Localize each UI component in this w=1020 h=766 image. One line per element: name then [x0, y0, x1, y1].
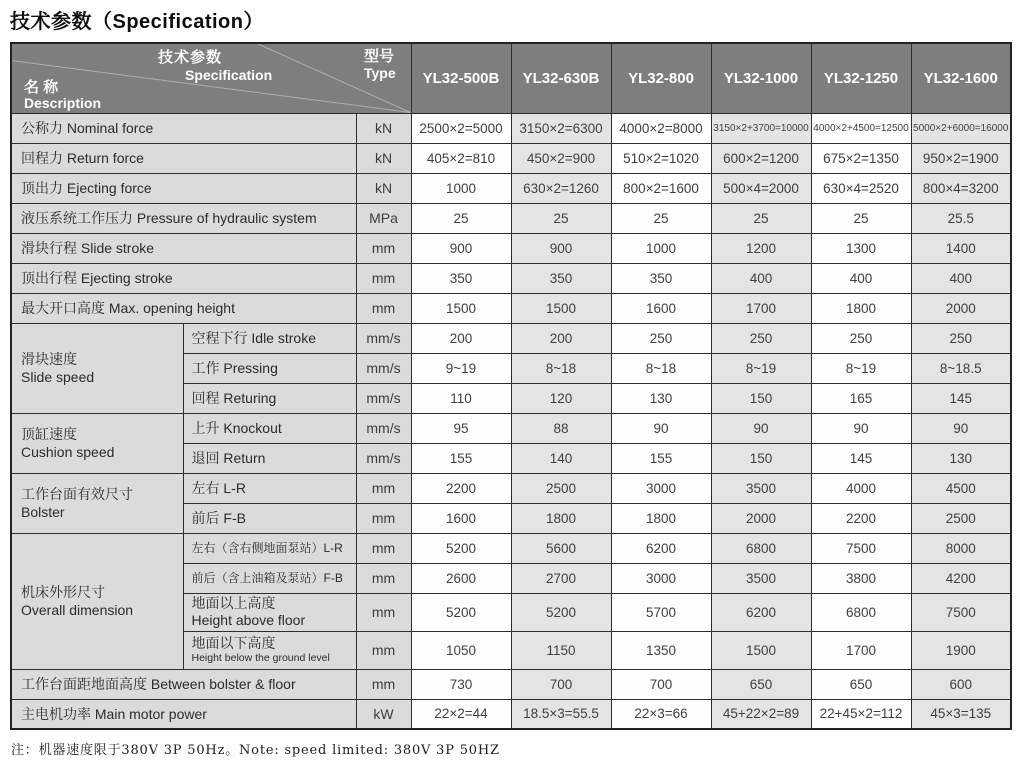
- sub-row-label: 退回 Return: [183, 443, 356, 473]
- value-cell: 400: [911, 263, 1011, 293]
- value-cell: 3500: [711, 563, 811, 593]
- value-cell: 5200: [511, 593, 611, 631]
- value-cell: 90: [811, 413, 911, 443]
- value-cell: 95: [411, 413, 511, 443]
- spec-row: [11, 533, 1011, 563]
- unit-cell: kN: [356, 113, 411, 143]
- sub-row-label: 地面以下高度 Height below the ground level: [183, 631, 356, 669]
- value-cell: 4000×2+4500=12500: [811, 113, 911, 143]
- spec-row: [11, 203, 1011, 233]
- row-label: 公称力 Nominal force: [11, 113, 356, 143]
- value-cell: 1300: [811, 233, 911, 263]
- value-cell: 700: [611, 669, 711, 699]
- model-column-header: YL32-800: [611, 43, 711, 113]
- value-cell: 1700: [811, 631, 911, 669]
- sub-row-label: 工作 Pressing: [183, 353, 356, 383]
- value-cell: 200: [511, 323, 611, 353]
- sub-row-label: 空程下行 Idle stroke: [183, 323, 356, 353]
- value-cell: 110: [411, 383, 511, 413]
- value-cell: 165: [811, 383, 911, 413]
- corner-label-parameters-cn: 技术参数: [158, 49, 223, 66]
- spec-row: [11, 173, 1011, 203]
- value-cell: 155: [611, 443, 711, 473]
- value-cell: 3150×2+3700=10000: [711, 113, 811, 143]
- corner-label-model-en: Type: [364, 65, 396, 81]
- value-cell: 1000: [611, 233, 711, 263]
- unit-cell: mm: [356, 631, 411, 669]
- value-cell: 250: [711, 323, 811, 353]
- value-cell: 650: [811, 669, 911, 699]
- spec-row: [11, 293, 1011, 323]
- value-cell: 2500: [511, 473, 611, 503]
- value-cell: 1050: [411, 631, 511, 669]
- row-label: 主电机功率 Main motor power: [11, 699, 356, 729]
- value-cell: 1150: [511, 631, 611, 669]
- value-cell: 45×3=135: [911, 699, 1011, 729]
- spec-row: [11, 473, 1011, 503]
- value-cell: 600×2=1200: [711, 143, 811, 173]
- value-cell: 8~18.5: [911, 353, 1011, 383]
- value-cell: 8~19: [811, 353, 911, 383]
- spec-row: [11, 113, 1011, 143]
- group-label: 顶缸速度 Cushion speed: [11, 413, 183, 473]
- unit-cell: mm: [356, 473, 411, 503]
- model-column-header: YL32-500B: [411, 43, 511, 113]
- value-cell: 405×2=810: [411, 143, 511, 173]
- value-cell: 2500: [911, 503, 1011, 533]
- sub-row-label: 上升 Knockout: [183, 413, 356, 443]
- value-cell: 400: [811, 263, 911, 293]
- value-cell: 2000: [911, 293, 1011, 323]
- model-column-header: YL32-1600: [911, 43, 1011, 113]
- sub-row-label: 左右（含右侧地面泵站）L-R: [183, 533, 356, 563]
- unit-cell: mm: [356, 563, 411, 593]
- value-cell: 25: [611, 203, 711, 233]
- value-cell: 1500: [511, 293, 611, 323]
- row-label: 顶出力 Ejecting force: [11, 173, 356, 203]
- value-cell: 350: [411, 263, 511, 293]
- value-cell: 25.5: [911, 203, 1011, 233]
- value-cell: 5000×2+6000=16000: [911, 113, 1011, 143]
- spec-table-body: [11, 113, 1011, 729]
- spec-row: [11, 323, 1011, 353]
- model-column-header: YL32-1250: [811, 43, 911, 113]
- row-label: 回程力 Return force: [11, 143, 356, 173]
- unit-cell: mm/s: [356, 383, 411, 413]
- value-cell: 700: [511, 669, 611, 699]
- value-cell: 150: [711, 383, 811, 413]
- value-cell: 4200: [911, 563, 1011, 593]
- value-cell: 120: [511, 383, 611, 413]
- value-cell: 8~19: [711, 353, 811, 383]
- unit-cell: mm/s: [356, 323, 411, 353]
- unit-cell: mm/s: [356, 353, 411, 383]
- value-cell: 3800: [811, 563, 911, 593]
- value-cell: 8~18: [511, 353, 611, 383]
- value-cell: 1900: [911, 631, 1011, 669]
- value-cell: 2000: [711, 503, 811, 533]
- footnote: 注：机器速度限于380V 3P 50Hz。Note: speed limited: 380V 3P 50HZ: [11, 743, 500, 758]
- unit-cell: kN: [356, 173, 411, 203]
- value-cell: 4500: [911, 473, 1011, 503]
- value-cell: 7500: [811, 533, 911, 563]
- value-cell: 1800: [511, 503, 611, 533]
- value-cell: 8000: [911, 533, 1011, 563]
- value-cell: 5200: [411, 593, 511, 631]
- unit-cell: mm: [356, 503, 411, 533]
- unit-cell: mm: [356, 533, 411, 563]
- value-cell: 1700: [711, 293, 811, 323]
- value-cell: 6200: [611, 533, 711, 563]
- value-cell: 2200: [411, 473, 511, 503]
- value-cell: 250: [811, 323, 911, 353]
- value-cell: 1500: [711, 631, 811, 669]
- value-cell: 630×2=1260: [511, 173, 611, 203]
- page-title: 技术参数（Specification）: [10, 11, 264, 33]
- unit-cell: kN: [356, 143, 411, 173]
- value-cell: 150: [711, 443, 811, 473]
- row-label: 工作台面距地面高度 Between bolster & floor: [11, 669, 356, 699]
- value-cell: 950×2=1900: [911, 143, 1011, 173]
- value-cell: 155: [411, 443, 511, 473]
- sub-row-label: 地面以上高度 Height above floor: [183, 593, 356, 631]
- group-label: 滑块速度 Slide speed: [11, 323, 183, 413]
- value-cell: 450×2=900: [511, 143, 611, 173]
- value-cell: 1800: [611, 503, 711, 533]
- value-cell: 800×2=1600: [611, 173, 711, 203]
- value-cell: 730: [411, 669, 511, 699]
- value-cell: 900: [511, 233, 611, 263]
- value-cell: 1000: [411, 173, 511, 203]
- spec-row: [11, 143, 1011, 173]
- value-cell: 250: [611, 323, 711, 353]
- value-cell: 6200: [711, 593, 811, 631]
- unit-cell: MPa: [356, 203, 411, 233]
- value-cell: 4000×2=8000: [611, 113, 711, 143]
- value-cell: 3150×2=6300: [511, 113, 611, 143]
- corner-label-name-en: Description: [24, 95, 102, 111]
- header-row: [11, 43, 1011, 113]
- spec-row: [11, 263, 1011, 293]
- unit-cell: mm: [356, 593, 411, 631]
- value-cell: 630×4=2520: [811, 173, 911, 203]
- value-cell: 45+22×2=89: [711, 699, 811, 729]
- sub-row-label: 左右 L-R: [183, 473, 356, 503]
- value-cell: 8~18: [611, 353, 711, 383]
- value-cell: 900: [411, 233, 511, 263]
- value-cell: 18.5×3=55.5: [511, 699, 611, 729]
- unit-cell: mm/s: [356, 443, 411, 473]
- value-cell: 5200: [411, 533, 511, 563]
- value-cell: 6800: [811, 593, 911, 631]
- spec-row: [11, 669, 1011, 699]
- corner-label-parameters-en: Specification: [185, 67, 273, 83]
- value-cell: 600: [911, 669, 1011, 699]
- value-cell: 650: [711, 669, 811, 699]
- value-cell: 1600: [611, 293, 711, 323]
- model-column-header: YL32-630B: [511, 43, 611, 113]
- value-cell: 7500: [911, 593, 1011, 631]
- value-cell: 3000: [611, 473, 711, 503]
- unit-cell: kW: [356, 699, 411, 729]
- sub-row-label: 前后 F-B: [183, 503, 356, 533]
- value-cell: 90: [911, 413, 1011, 443]
- value-cell: 675×2=1350: [811, 143, 911, 173]
- value-cell: 350: [511, 263, 611, 293]
- value-cell: 4000: [811, 473, 911, 503]
- value-cell: 25: [411, 203, 511, 233]
- corner-label-name-cn: 名 称: [24, 79, 59, 96]
- value-cell: 2200: [811, 503, 911, 533]
- value-cell: 88: [511, 413, 611, 443]
- value-cell: 1800: [811, 293, 911, 323]
- value-cell: 90: [611, 413, 711, 443]
- spec-row: [11, 233, 1011, 263]
- value-cell: 1200: [711, 233, 811, 263]
- value-cell: 3000: [611, 563, 711, 593]
- value-cell: 140: [511, 443, 611, 473]
- value-cell: 22×2=44: [411, 699, 511, 729]
- value-cell: 90: [711, 413, 811, 443]
- group-label: 工作台面有效尺寸 Bolster: [11, 473, 183, 533]
- value-cell: 510×2=1020: [611, 143, 711, 173]
- value-cell: 22+45×2=112: [811, 699, 911, 729]
- value-cell: 1500: [411, 293, 511, 323]
- unit-cell: mm: [356, 669, 411, 699]
- value-cell: 145: [911, 383, 1011, 413]
- table-corner-header: [11, 43, 411, 113]
- value-cell: 500×4=2000: [711, 173, 811, 203]
- value-cell: 130: [911, 443, 1011, 473]
- value-cell: 2500×2=5000: [411, 113, 511, 143]
- value-cell: 200: [411, 323, 511, 353]
- row-label: 顶出行程 Ejecting stroke: [11, 263, 356, 293]
- value-cell: 800×4=3200: [911, 173, 1011, 203]
- value-cell: 25: [511, 203, 611, 233]
- value-cell: 145: [811, 443, 911, 473]
- sub-row-label: 回程 Returing: [183, 383, 356, 413]
- value-cell: 2600: [411, 563, 511, 593]
- value-cell: 5700: [611, 593, 711, 631]
- model-column-header: YL32-1000: [711, 43, 811, 113]
- row-label: 最大开口高度 Max. opening height: [11, 293, 356, 323]
- value-cell: 3500: [711, 473, 811, 503]
- value-cell: 2700: [511, 563, 611, 593]
- unit-cell: mm/s: [356, 413, 411, 443]
- corner-label-model-cn: 型号: [364, 48, 395, 65]
- value-cell: 130: [611, 383, 711, 413]
- value-cell: 25: [811, 203, 911, 233]
- value-cell: 1600: [411, 503, 511, 533]
- sub-row-label: 前后（含上油箱及泵站）F-B: [183, 563, 356, 593]
- group-label: 机床外形尺寸 Overall dimension: [11, 533, 183, 669]
- value-cell: 250: [911, 323, 1011, 353]
- unit-cell: mm: [356, 293, 411, 323]
- value-cell: 5600: [511, 533, 611, 563]
- value-cell: 1350: [611, 631, 711, 669]
- value-cell: 25: [711, 203, 811, 233]
- spec-row: [11, 413, 1011, 443]
- value-cell: 350: [611, 263, 711, 293]
- value-cell: 400: [711, 263, 811, 293]
- unit-cell: mm: [356, 263, 411, 293]
- unit-cell: mm: [356, 233, 411, 263]
- value-cell: 9~19: [411, 353, 511, 383]
- row-label: 滑块行程 Slide stroke: [11, 233, 356, 263]
- value-cell: 22×3=66: [611, 699, 711, 729]
- value-cell: 1400: [911, 233, 1011, 263]
- row-label: 液压系统工作压力 Pressure of hydraulic system: [11, 203, 356, 233]
- value-cell: 6800: [711, 533, 811, 563]
- specification-table: [10, 42, 1012, 730]
- spec-row: [11, 699, 1011, 729]
